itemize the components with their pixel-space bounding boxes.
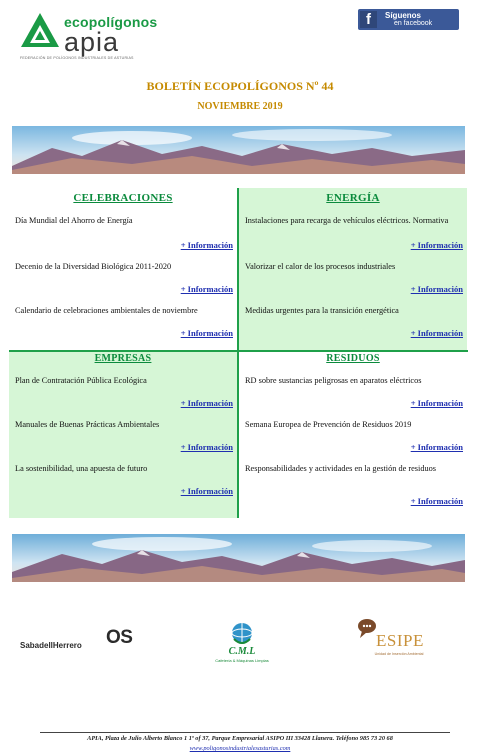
sponsor-os-logo[interactable] [106,627,132,649]
energia-more-link-2[interactable]: + Información [410,284,463,294]
energia-item-2: Valorizar el calor de los procesos industriales [245,262,396,271]
celebraciones-item-1: Día Mundial del Ahorro de Energía [15,216,133,225]
empresas-more-link-1[interactable]: + Información [180,398,233,408]
residuos-more-link-2[interactable]: + Información [410,442,463,452]
residuos-item-2: Semana Europea de Prevención de Residuos 2019 [245,420,412,429]
celebraciones-more-link-3[interactable]: + Información [180,328,233,338]
cml-logo-subtitle: Cafetería & Máquinas Limpias [215,658,269,663]
section-heading-celebraciones[interactable]: CELEBRACIONES [73,192,173,204]
news-grid [9,188,468,518]
grid-vertical-divider [237,188,239,518]
os-logo-text: OS [106,627,133,648]
celebraciones-item-2: Decenio de la Diversidad Biológica 2011-2020 [15,262,172,271]
empresas-more-link-2[interactable]: + Información [180,442,233,452]
sponsor-esipe-logo[interactable] [356,614,438,664]
section-residuos [239,352,467,518]
footer-address: APIA, Plaza de Julio Alberto Blanco 1 1º of 37, Parque Empresarial ASIPO III 33428 Llanera. Teléfono 985 73 20 68 [87,735,393,742]
footer-website-link[interactable]: www.poligonosindustrialesasturias.com [189,745,291,752]
celebraciones-more-link-1[interactable]: + Información [180,240,233,250]
mountain-banner-bottom [12,534,465,582]
logo-top-text: ecopolígonos [64,14,158,30]
energia-more-link-1[interactable]: + Información [410,240,463,250]
footer-divider [40,732,450,733]
celebraciones-item-3: Calendario de celebraciones ambientales de noviembre [15,306,198,315]
esipe-logo-title: ESIPE [376,631,424,650]
logo-subtitle: FEDERACIÓN DE POLÍGONOS INDUSTRIALES DE ASTURIAS [20,56,134,60]
cml-globe-icon [212,621,272,647]
apia-triangle-icon [20,12,60,48]
logo-main-text: apia [64,27,120,57]
energia-item-3: Medidas urgentes para la transición energética [245,306,399,315]
section-heading-residuos[interactable]: RESIDUOS [326,353,380,364]
bulletin-title: BOLETÍN ECOPOLÍGONOS Nº 44 [146,79,334,93]
sponsors-row [0,610,480,670]
bulletin-date: NOVIEMBRE 2019 [197,101,283,112]
energia-more-link-3[interactable]: + Información [410,328,463,338]
energia-item-1: Instalaciones para recarga de vehículos eléctricos. Normativa [245,216,449,225]
facebook-icon: f [360,11,377,28]
residuos-item-3: Responsabilidades y actividades en la gestión de residuos [245,464,437,473]
facebook-label-1: Síguenos [385,11,422,20]
residuos-item-1: RD sobre sustancias peligrosas en aparatos eléctricos [245,376,422,385]
apia-logo[interactable] [18,8,168,64]
celebraciones-more-link-2[interactable]: + Información [180,284,233,294]
facebook-follow-button[interactable] [358,9,459,30]
residuos-more-link-3[interactable]: + Información [410,496,463,506]
empresas-item-1: Plan de Contratación Pública Ecológica [15,376,147,385]
facebook-label-2: en facebook [394,20,433,27]
empresas-more-link-3[interactable]: + Información [180,486,233,496]
grid-horizontal-divider [9,350,468,352]
empresas-item-2: Manuales de Buenas Prácticas Ambientales [15,420,160,429]
mountain-banner-top [12,126,465,174]
section-heading-energia[interactable]: ENERGÍA [326,192,380,204]
section-energia [239,188,467,351]
residuos-more-link-1[interactable]: + Información [410,398,463,408]
section-celebraciones [9,188,237,351]
section-heading-empresas[interactable]: EMPRESAS [94,353,152,364]
esipe-logo-subtitle: Unidad de Inserción Ambiental [374,652,424,656]
sponsor-sabadell-logo[interactable]: SabadellHerrero [20,641,82,650]
sponsor-cml-logo[interactable] [212,621,272,671]
empresas-item-3: La sostenibilidad, una apuesta de futuro [15,464,148,473]
section-empresas [9,352,237,518]
cml-logo-title: C.M.L [228,646,256,657]
